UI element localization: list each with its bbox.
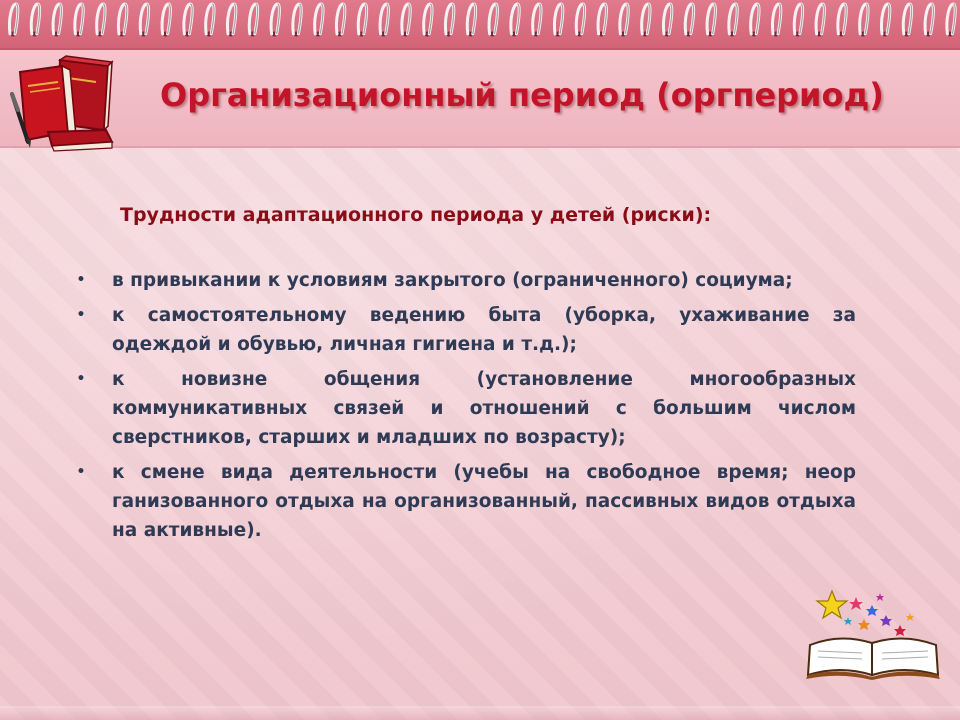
spiral-ring xyxy=(75,4,83,37)
spiral-ring xyxy=(358,4,366,37)
list-item xyxy=(70,458,856,545)
spiral-ring xyxy=(489,4,497,37)
spiral-ring xyxy=(9,4,17,37)
spiral-ring xyxy=(860,4,868,37)
spiral-ring xyxy=(467,4,475,37)
spiral-ring xyxy=(663,4,671,37)
spiral-ring xyxy=(511,4,519,37)
bullet-icon: • xyxy=(76,371,86,387)
spiral-ring xyxy=(772,4,780,37)
list-item-text: к новизне общения (установление многообразных коммуникативных связей и отношений с большим числом сверстников, старших и младших по возрасту); xyxy=(112,369,856,448)
open-book-stars-icon xyxy=(800,585,950,680)
spiral-ring xyxy=(402,4,410,37)
spiral-ring xyxy=(729,4,737,37)
spiral-ring xyxy=(598,4,606,37)
spiral-ring xyxy=(336,4,344,37)
spiral-ring xyxy=(249,4,257,37)
spiral-ring xyxy=(206,4,214,37)
spiral-ring xyxy=(445,4,453,37)
list-item-text: к смене вида деятельности (учебы на свободное время; неор ганизованного отдыха на организованный, пассивных видов отдыха на активные). xyxy=(112,462,856,541)
spiral-ring xyxy=(380,4,388,37)
spiral-ring xyxy=(31,4,39,37)
spiral-ring xyxy=(707,4,715,37)
spiral-ring xyxy=(751,4,759,37)
list-item-text: в привыкании к условиям закрытого (ограниченного) социума; xyxy=(112,270,793,291)
spiral-ring xyxy=(620,4,628,37)
spiral-ring xyxy=(293,4,301,37)
slide-subtitle: Трудности адаптационного периода у детей (риски): xyxy=(120,204,712,226)
spiral-ring xyxy=(903,4,911,37)
spiral-ring xyxy=(97,4,105,37)
spiral-ring xyxy=(794,4,802,37)
bullet-icon: • xyxy=(76,464,86,480)
spiral-ring xyxy=(184,4,192,37)
spiral-ring xyxy=(554,4,562,37)
spiral-ring xyxy=(881,4,889,37)
spiral-ring xyxy=(162,4,170,37)
spiral-ring xyxy=(947,4,955,37)
risk-list xyxy=(70,266,856,551)
bottom-edge xyxy=(0,706,960,720)
spiral-ring xyxy=(424,4,432,37)
spiral-ring xyxy=(315,4,323,37)
bullet-icon: • xyxy=(76,272,86,288)
pen-icon xyxy=(6,90,36,150)
spiral-ring xyxy=(533,4,541,37)
spiral-ring xyxy=(816,4,824,37)
spiral-binding-strip xyxy=(0,0,960,50)
spiral-ring xyxy=(576,4,584,37)
spiral-ring xyxy=(925,4,933,37)
spiral-ring xyxy=(271,4,279,37)
spiral-binding-icon xyxy=(0,0,960,48)
slide-title: Организационный период (оргпериод) xyxy=(160,76,884,114)
list-item xyxy=(70,365,856,452)
spiral-ring xyxy=(118,4,126,37)
list-item xyxy=(70,266,856,295)
list-item-text: к самостоятельному ведению быта (уборка, ухаживание за одеждой и обувью, личная гигиена и т.д.); xyxy=(112,305,856,355)
spiral-ring xyxy=(140,4,148,37)
list-item xyxy=(70,301,856,359)
spiral-ring xyxy=(838,4,846,37)
spiral-ring xyxy=(53,4,61,37)
spiral-ring xyxy=(685,4,693,37)
bullet-icon: • xyxy=(76,307,86,323)
spiral-ring xyxy=(227,4,235,37)
spiral-ring xyxy=(642,4,650,37)
